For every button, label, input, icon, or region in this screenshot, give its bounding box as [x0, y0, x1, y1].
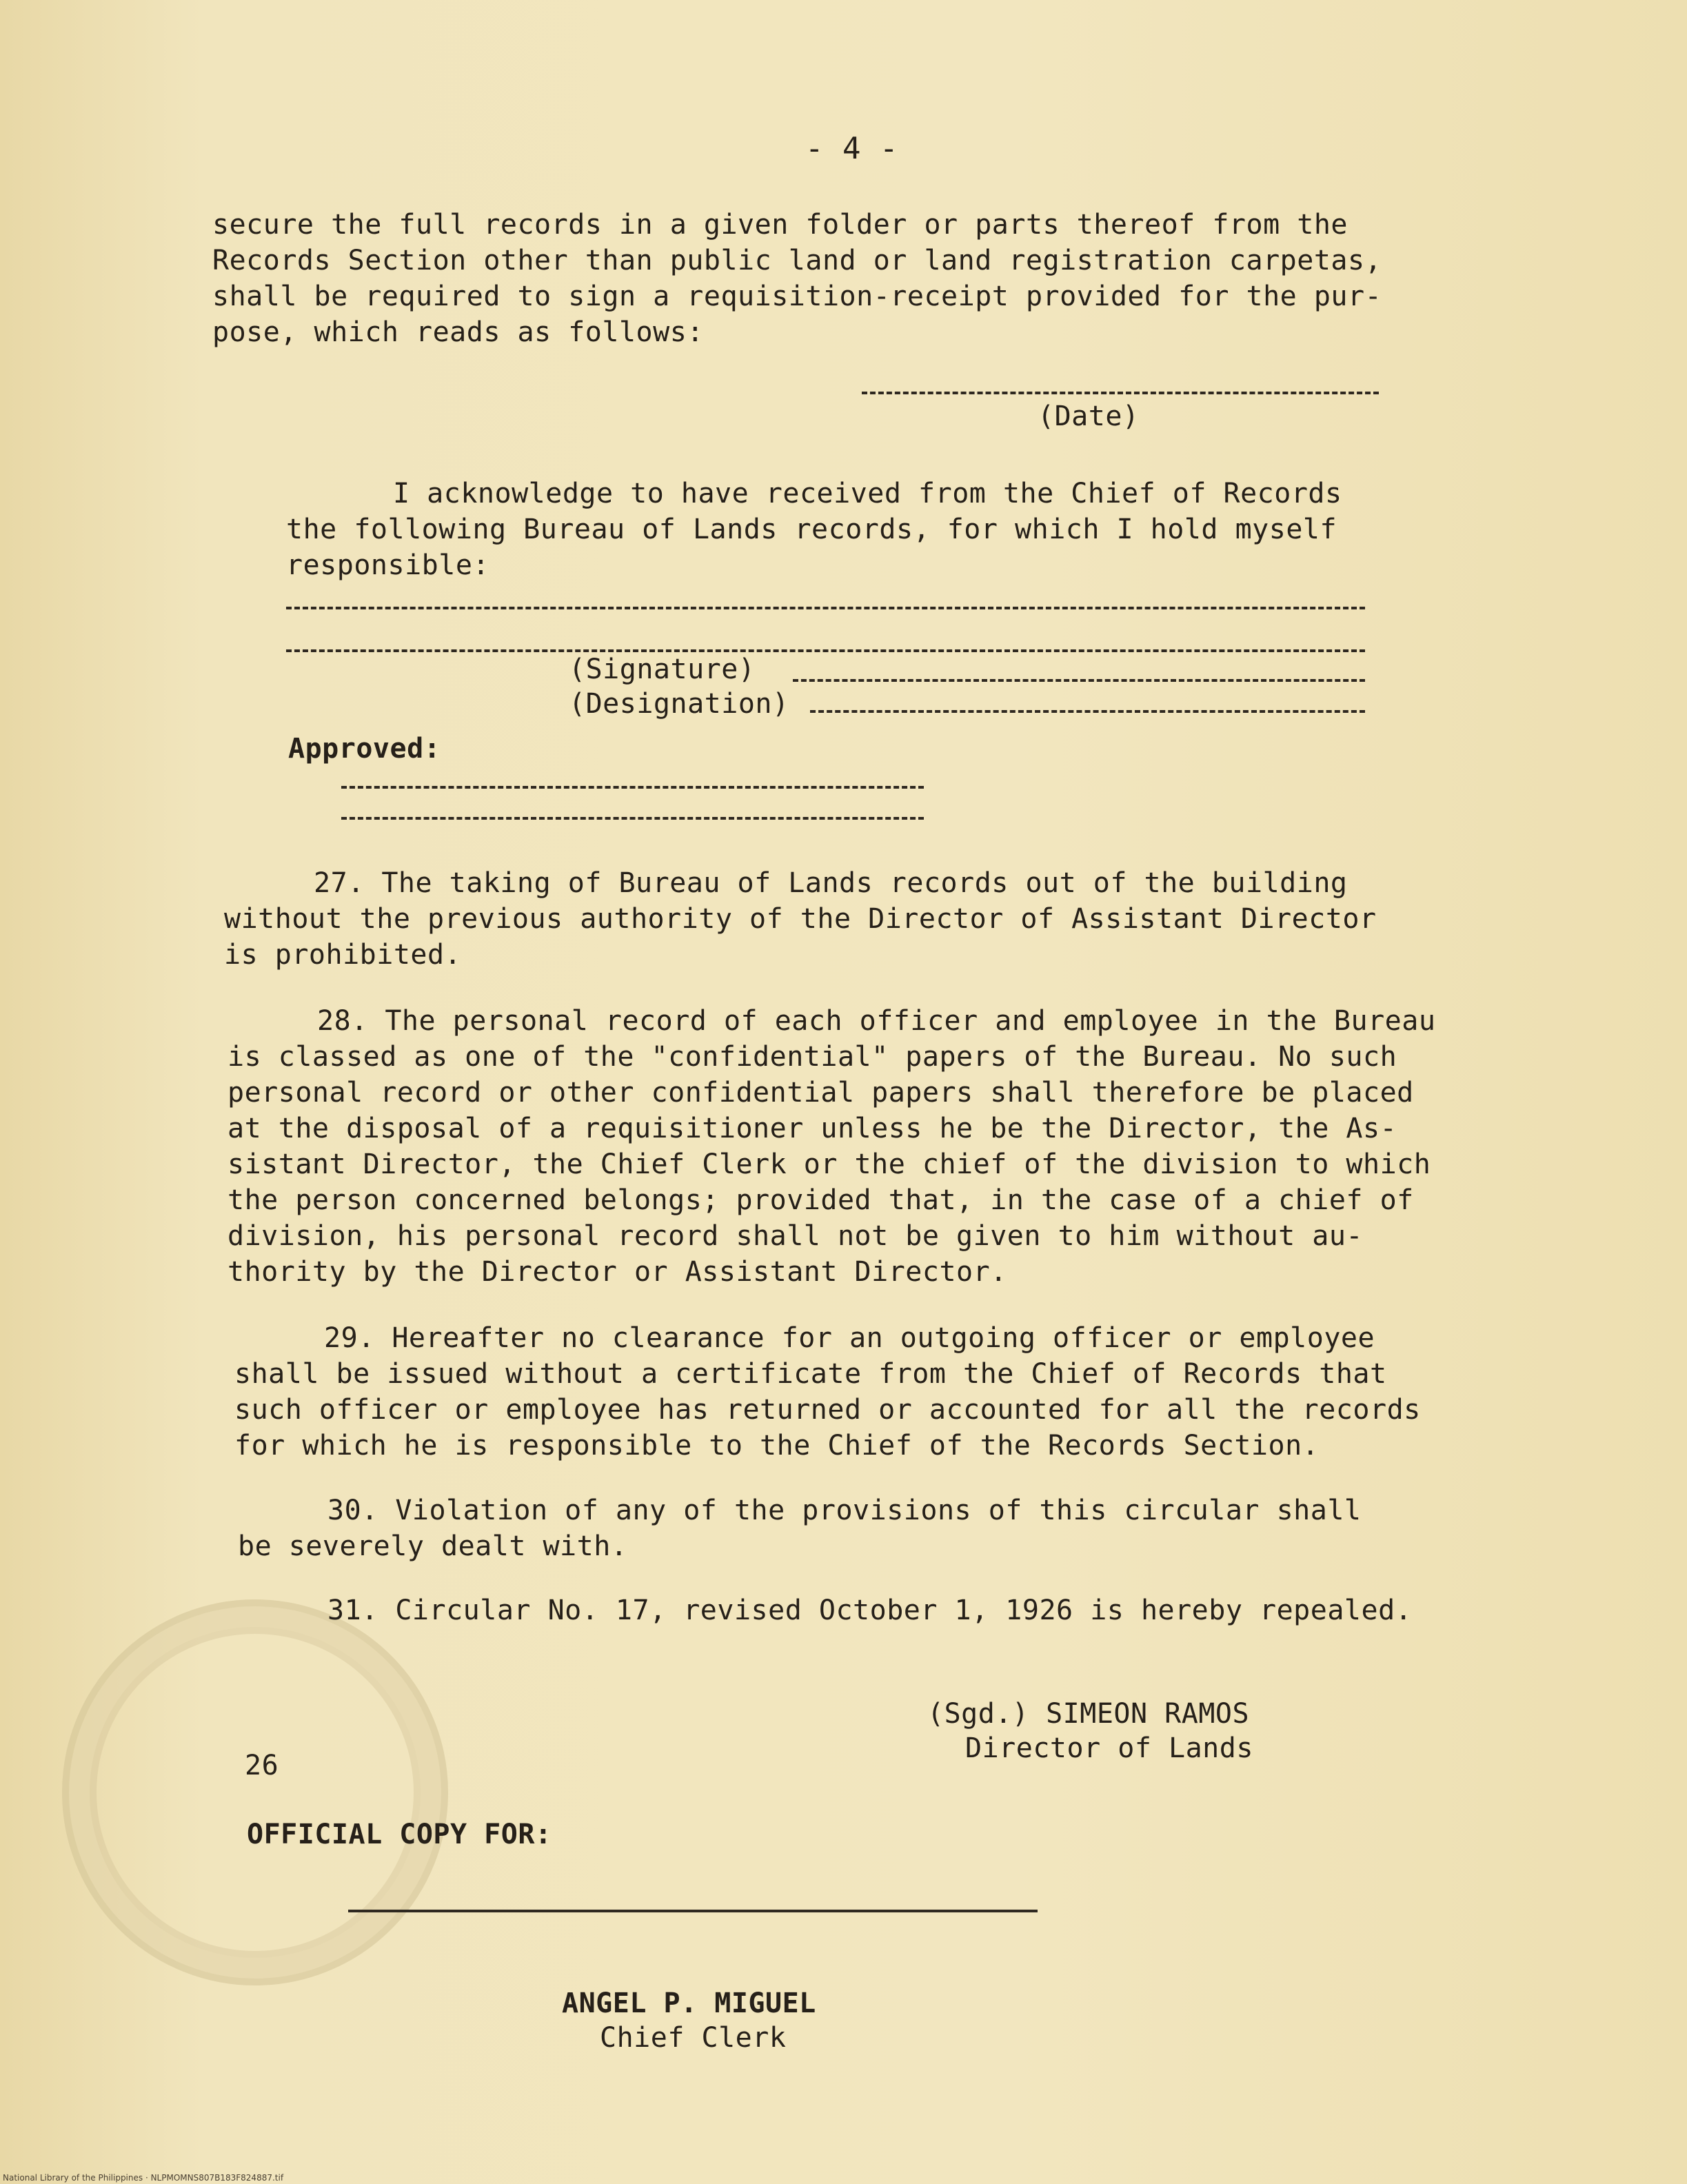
chief-clerk-title: Chief Clerk — [600, 2022, 787, 2054]
para-29-line: for which he is responsible to the Chief of the Records Section. — [234, 1430, 1320, 1462]
intro-line: secure the full records in a given folder or parts thereof from the — [212, 209, 1348, 241]
para-27-line: 27. The taking of Bureau of Lands records out of the building — [314, 867, 1348, 899]
acknowledge-line: responsible: — [286, 549, 489, 581]
official-copy-label: OFFICIAL COPY FOR: — [247, 1819, 552, 1850]
records-line — [286, 607, 1365, 609]
para-31: 31. Circular No. 17, revised October 1, 1926 is hereby repealed. — [327, 1595, 1413, 1626]
para-29-line: such officer or employee has returned or accounted for all the records — [234, 1394, 1421, 1426]
para-28-line: the person concerned belongs; provided that, in the case of a chief of — [228, 1184, 1414, 1216]
embossed-seal — [62, 1599, 448, 1985]
para-27-line: is prohibited. — [224, 939, 462, 971]
para-28-line: is classed as one of the "confidential" papers of the Bureau. No such — [228, 1041, 1397, 1073]
para-28-line: thority by the Director or Assistant Director. — [228, 1256, 1007, 1288]
chief-clerk-name: ANGEL P. MIGUEL — [562, 1988, 816, 2019]
signature-label: (Signature) — [569, 654, 756, 685]
page-number: - 4 - — [805, 131, 898, 166]
para-30-line: 30. Violation of any of the provisions of this circular shall — [327, 1495, 1362, 1526]
records-line — [286, 649, 1365, 652]
acknowledge-line: the following Bureau of Lands records, for which I hold myself — [286, 514, 1337, 545]
intro-line: pose, which reads as follows: — [212, 316, 704, 348]
date-line — [862, 392, 1379, 394]
official-copy-line — [348, 1910, 1038, 1912]
para-28-line: division, his personal record shall not be given to him without au- — [228, 1220, 1363, 1252]
para-28-line: sistant Director, the Chief Clerk or the chief of the division to which — [228, 1149, 1431, 1180]
approved-label: Approved: — [288, 733, 441, 765]
para-27-line: without the previous authority of the Director of Assistant Director — [224, 903, 1377, 935]
designation-label: (Designation) — [569, 688, 789, 720]
archive-footer: National Library of the Philippines · NLPMOMNS807B183F824887.tif — [3, 2173, 284, 2183]
approval-line — [341, 786, 924, 789]
para-29-line: 29. Hereafter no clearance for an outgoing officer or employee — [324, 1322, 1375, 1354]
intro-line: shall be required to sign a requisition-receipt provided for the pur- — [212, 281, 1382, 312]
designation-line — [810, 710, 1365, 713]
acknowledge-line: I acknowledge to have received from the Chief of Records — [393, 478, 1342, 509]
para-30-line: be severely dealt with. — [238, 1530, 628, 1562]
para-28-line: personal record or other confidential papers shall therefore be placed — [228, 1077, 1414, 1109]
signature-line — [793, 679, 1365, 682]
para-29-line: shall be issued without a certificate from the Chief of Records that — [234, 1358, 1387, 1390]
para-28-line: at the disposal of a requisitioner unless he be the Director, the As- — [228, 1113, 1397, 1144]
approval-line — [341, 817, 924, 820]
intro-line: Records Section other than public land or land registration carpetas, — [212, 245, 1382, 276]
signatory-name: (Sgd.) SIMEON RAMOS — [927, 1698, 1250, 1730]
signatory-title: Director of Lands — [965, 1732, 1253, 1764]
para-28-line: 28. The personal record of each officer and employee in the Bureau — [317, 1005, 1436, 1037]
reference-number: 26 — [245, 1750, 279, 1781]
date-label: (Date) — [1038, 401, 1140, 432]
